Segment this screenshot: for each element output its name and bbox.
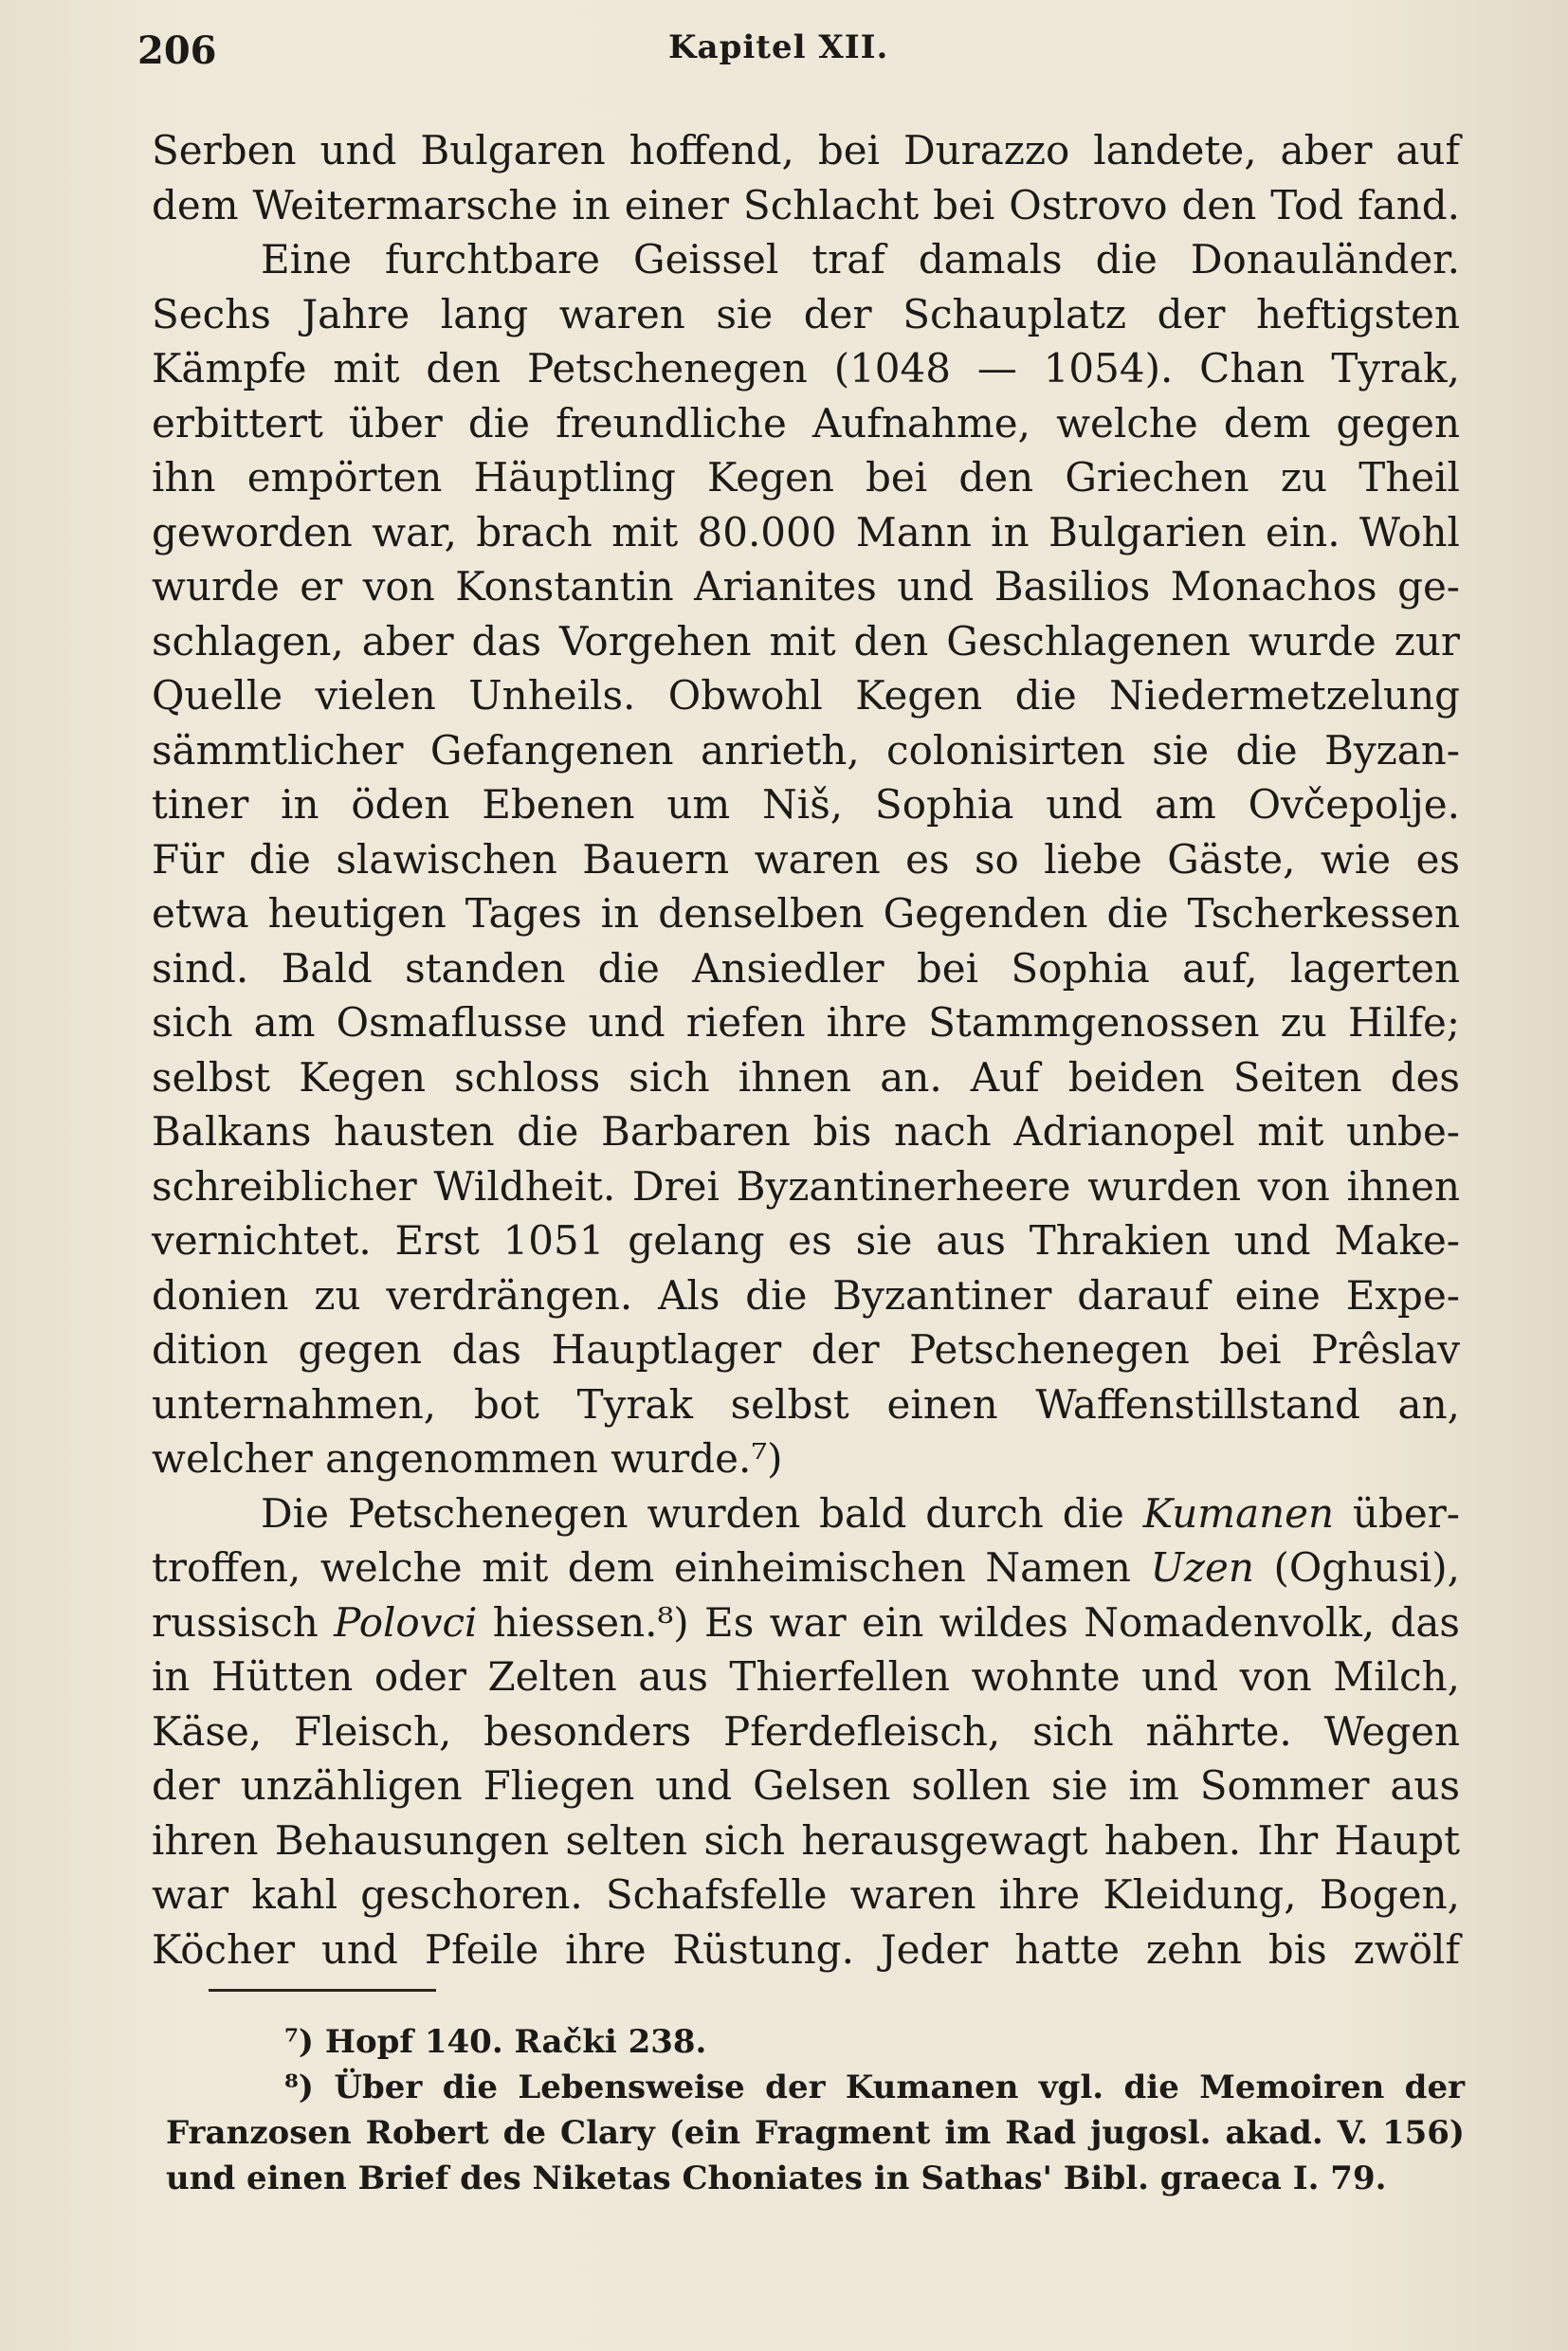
text-line: Eine furchtbare Geissel traf damals die Donauländer. [261, 236, 1460, 282]
text-line: sind. Bald standen die Ansiedler bei Sophia auf, lagerten [152, 944, 1460, 992]
footnote-line: Franzosen Robert de Clary (ein Fragment im Rad jugosl. akad. V. 156) [166, 2114, 1465, 2152]
running-head: Kapitel XII. [668, 28, 889, 66]
footnote-rule [209, 1989, 436, 1992]
italic-term: Kumanen [1142, 1489, 1335, 1537]
text-run: über- [1334, 1489, 1460, 1537]
text-line: donien zu verdrängen. Als die Byzantiner darauf eine Expe- [152, 1271, 1460, 1319]
text-line: Quelle vielen Unheils. Obwohl Kegen die Niedermetzelung [152, 672, 1460, 719]
text-line: schreiblicher Wildheit. Drei Byzantinerheere wurden von ihnen [152, 1162, 1460, 1210]
text-line: unternahmen, bot Tyrak selbst einen Waffenstillstand an, [152, 1380, 1460, 1428]
text-line: Balkans hausten die Barbaren bis nach Adrianopel mit unbe- [152, 1108, 1460, 1155]
text-line: Sechs Jahre lang waren sie der Schauplatz der heftigsten [152, 290, 1460, 337]
footnote-line: ⁷) Hopf 140. Rački 238. [284, 2023, 707, 2061]
text-line: tiner in öden Ebenen um Niš, Sophia und am Ovčepolje. [152, 781, 1460, 828]
text-line: Kämpfe mit den Petschenegen (1048 — 1054). Chan Tyrak, [152, 345, 1460, 392]
text-line: geworden war, brach mit 80.000 Mann in Bulgarien ein. Wohl [152, 508, 1460, 556]
text-line [152, 1540, 1460, 1595]
text-line: sich am Osmaflusse und riefen ihre Stammgenossen zu Hilfe; [152, 999, 1460, 1046]
text-line: Für die slawischen Bauern waren es so liebe Gäste, wie es [152, 835, 1460, 883]
text-line: Käse, Fleisch, besonders Pferdefleisch, sich nährte. Wegen [152, 1707, 1460, 1755]
text-line: ihren Behausungen selten sich herausgewagt haben. Ihr Haupt [152, 1816, 1460, 1864]
text-line: dem Weitermarsche in einer Schlacht bei Ostrovo den Tod fand. [152, 181, 1460, 228]
text-run: hiessen.⁸) Es war ein wildes Nomadenvolk, das [477, 1598, 1460, 1646]
page-header [137, 28, 1465, 76]
footnotes [166, 2019, 1465, 2201]
text-line [152, 1486, 1460, 1541]
page-number: 206 [137, 28, 217, 73]
text-run: Die Petschenegen wurden bald durch die [261, 1489, 1143, 1537]
text-line: welcher angenommen wurde.⁷) [152, 1435, 783, 1482]
text-line [152, 1595, 1460, 1650]
text-line: dition gegen das Hauptlager der Petschenegen bei Prêslav [152, 1326, 1460, 1373]
text-run: troffen, welche mit dem einheimischen Namen [152, 1544, 1151, 1591]
text-line: selbst Kegen schloss sich ihnen an. Auf beiden Seiten des [152, 1053, 1460, 1101]
text-line: in Hütten oder Zelten aus Thierfellen wohnte und von Milch, [152, 1653, 1460, 1700]
text-run: russisch [152, 1598, 335, 1646]
text-line: vernichtet. Erst 1051 gelang es sie aus Thrakien und Make- [152, 1217, 1460, 1264]
body-text [152, 123, 1460, 1977]
text-line: etwa heutigen Tages in denselben Gegenden die Tscherkessen [152, 890, 1460, 937]
text-line: der unzähligen Fliegen und Gelsen sollen sie im Sommer aus [152, 1762, 1460, 1809]
text-line: schlagen, aber das Vorgehen mit den Geschlagenen wurde zur [152, 617, 1460, 665]
text-line: ihn empörten Häuptling Kegen bei den Griechen zu Theil [152, 454, 1460, 501]
text-line: erbittert über die freundliche Aufnahme, welche dem gegen [152, 399, 1460, 447]
footnote-line: ⁸) Über die Lebensweise der Kumanen vgl. die Memoiren der [284, 2069, 1465, 2106]
text-line: Köcher und Pfeile ihre Rüstung. Jeder hatte zehn bis zwölf [152, 1925, 1460, 1973]
italic-term: Polovci [334, 1598, 478, 1646]
text-run: (Oghusi), [1253, 1544, 1460, 1591]
footnote-line: und einen Brief des Niketas Choniates in Sathas' Bibl. graeca I. 79. [166, 2160, 1387, 2197]
italic-term: Uzen [1150, 1544, 1254, 1591]
text-line: wurde er von Konstantin Arianites und Basilios Monachos ge- [152, 563, 1460, 610]
text-line: war kahl geschoren. Schafsfelle waren ihre Kleidung, Bogen, [152, 1871, 1460, 1918]
text-line: sämmtlicher Gefangenen anrieth, colonisirten sie die Byzan- [152, 726, 1460, 774]
text-line: Serben und Bulgaren hoffend, bei Durazzo landete, aber auf [152, 127, 1460, 173]
